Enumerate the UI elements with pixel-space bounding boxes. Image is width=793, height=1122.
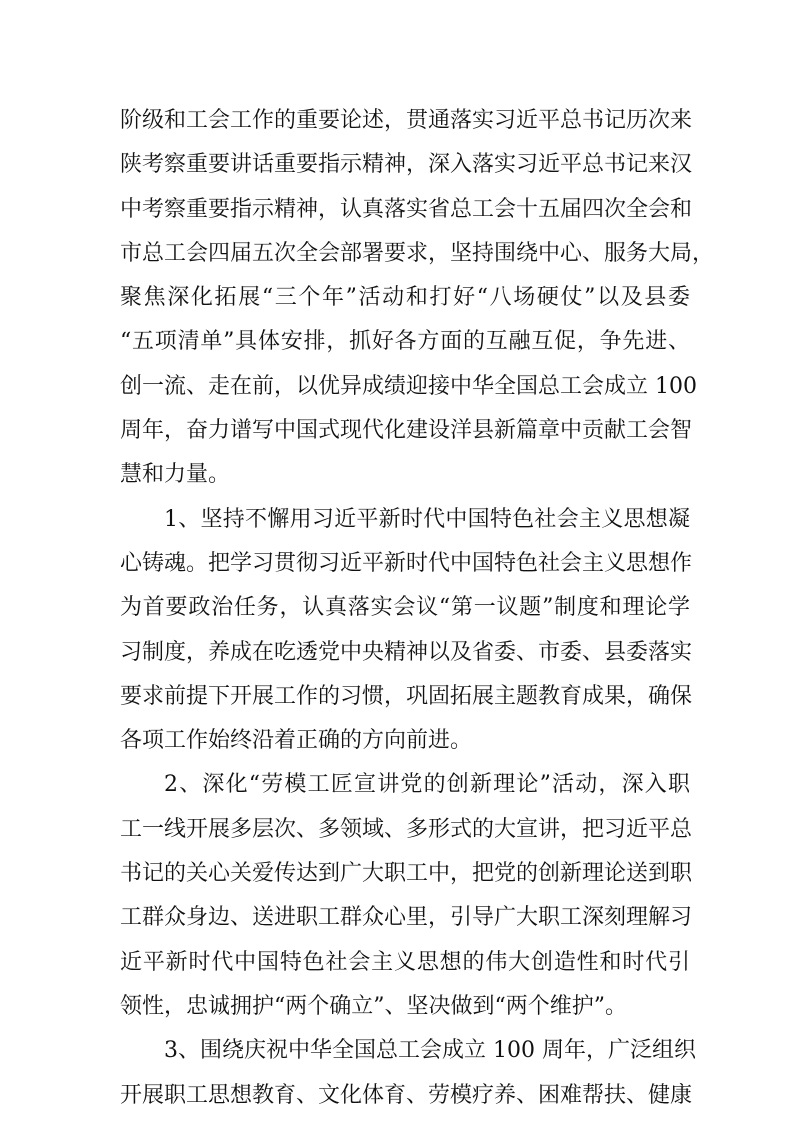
paragraph-item-3: [120, 1029, 696, 1118]
document-body: [120, 99, 715, 1118]
text-line: 创一流、走在前，以优异成绩迎接中华全国总工会成立 100: [120, 373, 697, 399]
text-line: 中考察重要指示精神，认真落实省总工会十五届四次全会和: [120, 196, 693, 222]
text-line: 习制度，养成在吃透党中央精神以及省委、市委、县委落实: [120, 639, 693, 665]
paragraph-intro: [120, 99, 715, 498]
text-line: 心铸魂。把学习贯彻习近平新时代中国特色社会主义思想作: [120, 550, 693, 576]
text-line: 阶级和工会工作的重要论述，贯通落实习近平总书记历次来: [120, 108, 693, 133]
paragraph-item-2: [120, 763, 693, 1029]
text-line: 市总工会四届五次全会部署要求，坚持围绕中心、服务大局，: [120, 240, 715, 266]
paragraph-item-1: [120, 498, 693, 764]
text-line: 2、深化“劳模工匠宣讲党的创新理论”活动，深入职: [164, 772, 690, 798]
text-line: 为首要政治任务，认真落实会议“第一议题”制度和理论学: [120, 595, 690, 621]
text-line: 领性，忠诚拥护“两个确立”、坚决做到“两个维护”。: [120, 993, 627, 1019]
text-line: 开展职工思想教育、文化体育、劳模疗养、困难帮扶、健康: [120, 1082, 693, 1108]
text-line: 书记的关心关爱传达到广大职工中，把党的创新理论送到职: [120, 861, 693, 887]
text-line: 近平新时代中国特色社会主义思想的伟大创造性和时代引: [120, 949, 690, 975]
text-line: 3、围绕庆祝中华全国总工会成立 100 周年，广泛组织: [164, 1038, 696, 1064]
text-line: “五项清单”具体安排，抓好各方面的互融互促，争先进、: [120, 329, 690, 355]
text-line: 要求前提下开展工作的习惯，巩固拓展主题教育成果，确保: [120, 683, 693, 709]
text-line: 聚焦深化拓展“三个年”活动和打好“八场硬仗”以及县委: [120, 285, 690, 311]
text-line: 慧和力量。: [120, 462, 231, 488]
text-line: 工群众身边、送进职工群众心里，引导广大职工深刻理解习: [120, 905, 693, 931]
text-line: 周年，奋力谱写中国式现代化建设洋县新篇章中贡献工会智: [120, 418, 693, 444]
text-line: 1、坚持不懈用习近平新时代中国特色社会主义思想凝: [164, 506, 690, 532]
text-line: 工一线开展多层次、多领域、多形式的大宣讲，把习近平总: [120, 816, 693, 842]
text-line: 各项工作始终沿着正确的方向前进。: [120, 728, 473, 754]
text-line: 陕考察重要讲话重要指示精神，深入落实习近平总书记来汉: [120, 152, 693, 178]
